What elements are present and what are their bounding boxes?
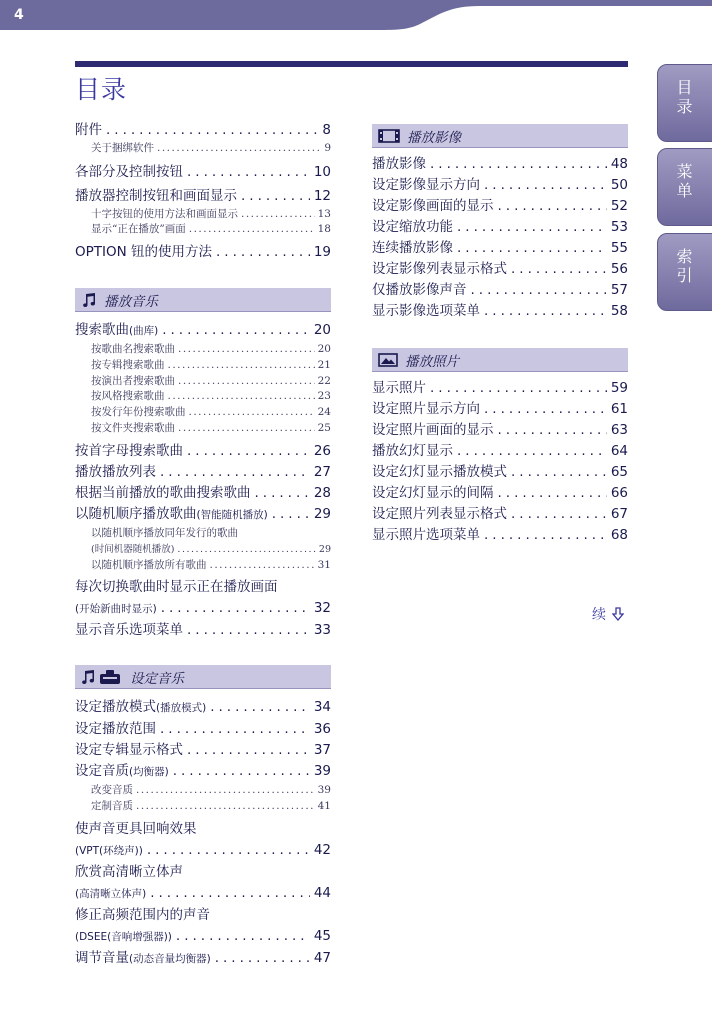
- toc-entry[interactable]: OPTION 钮的使用方法 ..... 19: [75, 242, 331, 263]
- toc-entry[interactable]: 显示音乐选项菜单 ..... 33: [75, 620, 331, 641]
- toc-entry[interactable]: 根据当前播放的歌曲搜索歌曲 ..... 28: [75, 483, 331, 504]
- toc-subentry[interactable]: 以随机顺序播放所有歌曲 ..... 31: [75, 558, 331, 574]
- tab-index[interactable]: [657, 233, 712, 311]
- toc-entry[interactable]: (开始新曲时显示) ..... 32: [75, 598, 331, 620]
- right-column: [372, 124, 628, 546]
- toc-entry[interactable]: 设定影像画面的显示 ..... 52: [372, 196, 628, 217]
- toc-subentry[interactable]: 关于捆绑软件 ..... 9: [75, 141, 331, 157]
- page-number: 4: [14, 7, 24, 23]
- toc-entry[interactable]: (高清晰立体声) ..... 44: [75, 883, 331, 905]
- toc-subentry[interactable]: 改变音质 ..... 39: [75, 783, 331, 799]
- toc-entry[interactable]: 按首字母搜索歌曲 ..... 26: [75, 441, 331, 462]
- toc-subentry[interactable]: (时间机器随机播放) ..... 29: [75, 542, 331, 558]
- toc-entry[interactable]: 设定照片列表显示格式 ..... 67: [372, 504, 628, 525]
- section-heading-settings: [75, 665, 331, 689]
- page-header-band: [0, 0, 712, 30]
- toc-entry-line[interactable]: 欣赏高清晰立体声: [75, 863, 183, 880]
- section-heading-video: [372, 124, 628, 148]
- toc-entry-line[interactable]: 每次切换歌曲时显示正在播放画面: [75, 579, 278, 596]
- music-note-icon: [81, 292, 97, 308]
- tab-contents-label: 目录: [674, 79, 693, 117]
- tab-index-label: 索引: [674, 248, 693, 286]
- down-arrow-icon: [612, 607, 624, 621]
- toc-entry[interactable]: 附件 ..... 8: [75, 120, 331, 141]
- title-rule: [75, 61, 628, 67]
- toc-entry[interactable]: 显示照片 ..... 59: [372, 378, 628, 399]
- toc-entry[interactable]: 显示照片选项菜单 ..... 68: [372, 525, 628, 546]
- toc-entry[interactable]: 设定影像显示方向 ..... 50: [372, 175, 628, 196]
- page-title: 目录: [75, 75, 128, 104]
- toc-entry[interactable]: 连续播放影像 ..... 55: [372, 238, 628, 259]
- toc-subentry-line[interactable]: 以随机顺序播放同年发行的歌曲: [91, 527, 238, 540]
- toc-entry-line[interactable]: 使声音更具回响效果: [75, 820, 197, 837]
- toc-entry[interactable]: 播放影像 ..... 48: [372, 154, 628, 175]
- toc-entry[interactable]: 设定播放模式(播放模式) ..... 34: [75, 697, 331, 719]
- tab-contents[interactable]: [657, 64, 712, 142]
- toc-entry[interactable]: 以随机顺序播放歌曲(智能随机播放) ..... 29: [75, 504, 331, 526]
- toc-entry[interactable]: 仅播放影像声音 ..... 57: [372, 280, 628, 301]
- film-icon: [378, 128, 400, 144]
- toc-entry[interactable]: 播放器控制按钮和画面显示 ..... 12: [75, 186, 331, 207]
- toc-subentry[interactable]: 按发行年份搜索歌曲 ..... 24: [75, 405, 331, 421]
- toc-entry-line[interactable]: 修正高频范围内的声音: [75, 906, 210, 923]
- section-title: 播放照片: [405, 353, 459, 370]
- toc-entry[interactable]: 设定照片显示方向 ..... 61: [372, 399, 628, 420]
- section-title: 播放音乐: [104, 293, 158, 310]
- toc-subentry[interactable]: 定制音质 ..... 41: [75, 799, 331, 815]
- toc-entry[interactable]: 调节音量(动态音量均衡器) ..... 47: [75, 948, 331, 970]
- toc-subentry[interactable]: 按专辑搜索歌曲 ..... 21: [75, 358, 331, 374]
- toc-entry[interactable]: 设定照片画面的显示 ..... 63: [372, 420, 628, 441]
- toc-subentry[interactable]: 十字按钮的使用方法和画面显示 ..... 13: [75, 207, 331, 223]
- toc-entry[interactable]: 设定幻灯显示的间隔 ..... 66: [372, 483, 628, 504]
- section-heading-music: [75, 288, 331, 312]
- toc-subentry[interactable]: 按演出者搜索歌曲 ..... 22: [75, 374, 331, 390]
- toc-entry[interactable]: 设定播放范围 ..... 36: [75, 719, 331, 740]
- toc-entry[interactable]: (DSEE(音响增强器)) ..... 45: [75, 926, 331, 948]
- toc-entry[interactable]: 播放播放列表 ..... 27: [75, 462, 331, 483]
- tab-menu[interactable]: [657, 148, 712, 226]
- continued-label: 续: [592, 607, 606, 623]
- toc-entry[interactable]: 搜索歌曲(曲库) ..... 20: [75, 320, 331, 342]
- toc-entry[interactable]: 设定缩放功能 ..... 53: [372, 217, 628, 238]
- music-settings-icon: [81, 669, 123, 685]
- section-title: 设定音乐: [130, 670, 184, 687]
- section-title: 播放影像: [407, 129, 461, 146]
- photo-icon: [378, 352, 398, 368]
- header-wave-shape: [0, 0, 712, 30]
- toc-subentry[interactable]: 显示“正在播放”画面 ..... 18: [75, 222, 331, 238]
- toc-subentry[interactable]: 按风格搜索歌曲 ..... 23: [75, 389, 331, 405]
- toc-entry[interactable]: 播放幻灯显示 ..... 64: [372, 441, 628, 462]
- toc-entry[interactable]: 显示影像选项菜单 ..... 58: [372, 301, 628, 322]
- toc-entry[interactable]: 设定幻灯显示播放模式 ..... 65: [372, 462, 628, 483]
- toc-entry[interactable]: (VPT(环绕声)) ..... 42: [75, 840, 331, 862]
- toc-entry[interactable]: 各部分及控制按钮 ..... 10: [75, 162, 331, 183]
- left-column: [75, 120, 331, 970]
- continued-link[interactable]: [592, 604, 624, 624]
- section-heading-photo: [372, 348, 628, 372]
- toc-entry[interactable]: 设定音质(均衡器) ..... 39: [75, 761, 331, 783]
- toc-entry[interactable]: 设定专辑显示格式 ..... 37: [75, 740, 331, 761]
- toc-subentry[interactable]: 按文件夹搜索歌曲 ..... 25: [75, 421, 331, 437]
- toc-entry[interactable]: 设定影像列表显示格式 ..... 56: [372, 259, 628, 280]
- toc-subentry[interactable]: 按歌曲名搜索歌曲 ..... 20: [75, 342, 331, 358]
- tab-menu-label: 菜单: [674, 163, 693, 201]
